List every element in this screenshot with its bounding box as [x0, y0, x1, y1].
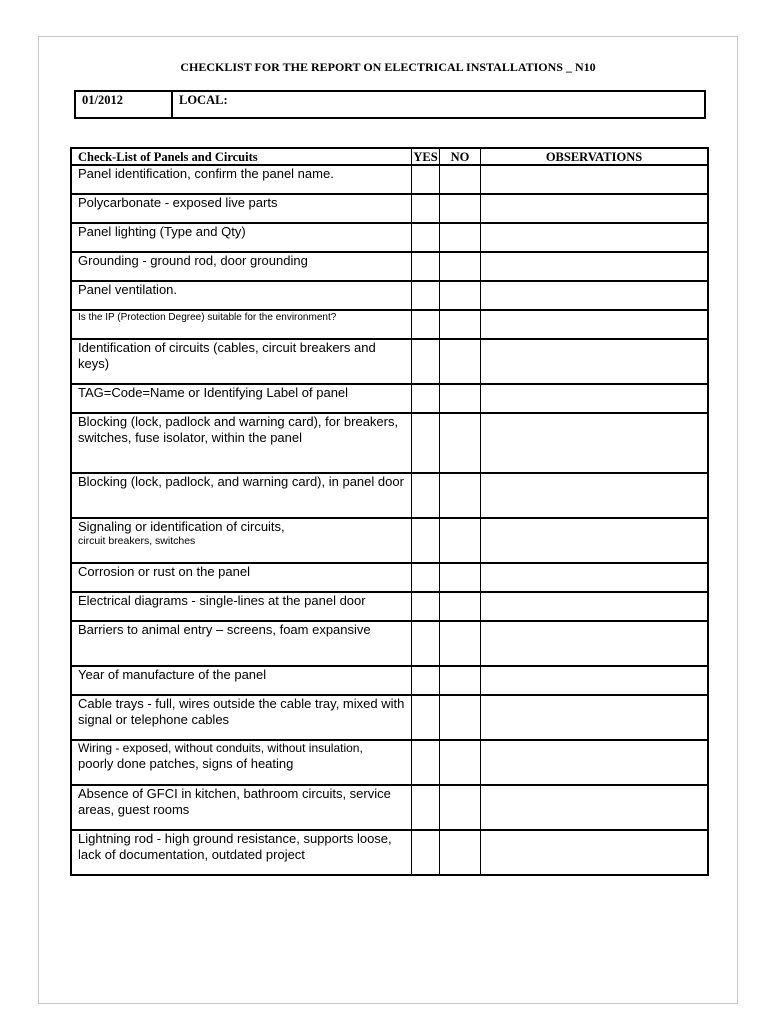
no-checkbox-cell[interactable] — [440, 785, 481, 830]
observations-cell[interactable] — [481, 830, 709, 875]
header-no: NO — [440, 148, 481, 165]
checklist-item — [71, 413, 412, 473]
checklist-item — [71, 695, 412, 740]
checklist-item-text-line2: poorly done patches, signs of heating — [78, 756, 294, 771]
yes-checkbox-cell[interactable] — [412, 384, 440, 413]
table-row — [71, 413, 708, 473]
yes-checkbox-cell[interactable] — [412, 830, 440, 875]
table-row — [71, 740, 708, 785]
table-row — [71, 194, 708, 223]
checklist-item-text: Corrosion or rust on the panel — [78, 564, 250, 579]
no-checkbox-cell[interactable] — [440, 518, 481, 563]
checklist-item-text: Blocking (lock, padlock and warning card), for breakers, switches, fuse isolator, within the panel — [78, 414, 399, 445]
table-row — [71, 518, 708, 563]
yes-checkbox-cell[interactable] — [412, 310, 440, 339]
yes-checkbox-cell[interactable] — [412, 281, 440, 310]
no-checkbox-cell[interactable] — [440, 830, 481, 875]
no-checkbox-cell[interactable] — [440, 194, 481, 223]
no-checkbox-cell[interactable] — [440, 310, 481, 339]
checklist-item — [71, 518, 412, 563]
checklist-item — [71, 339, 412, 384]
header-box — [74, 90, 706, 119]
observations-cell[interactable] — [481, 310, 709, 339]
checklist-table — [70, 147, 709, 876]
yes-checkbox-cell[interactable] — [412, 165, 440, 194]
checklist-item-text: Blocking (lock, padlock, and warning card), in panel door — [78, 474, 404, 489]
observations-cell[interactable] — [481, 666, 709, 695]
local-field: LOCAL: — [179, 93, 228, 107]
no-checkbox-cell[interactable] — [440, 223, 481, 252]
date-field: 01/2012 — [76, 92, 173, 117]
no-checkbox-cell[interactable] — [440, 695, 481, 740]
no-checkbox-cell[interactable] — [440, 165, 481, 194]
yes-checkbox-cell[interactable] — [412, 740, 440, 785]
checklist-item-text: Wiring - exposed, without conduits, without insulation, — [78, 741, 363, 755]
yes-checkbox-cell[interactable] — [412, 666, 440, 695]
checklist-item — [71, 310, 412, 339]
checklist-item — [71, 830, 412, 875]
yes-checkbox-cell[interactable] — [412, 473, 440, 518]
observations-cell[interactable] — [481, 223, 709, 252]
no-checkbox-cell[interactable] — [440, 413, 481, 473]
observations-cell[interactable] — [481, 563, 709, 592]
checklist-item — [71, 473, 412, 518]
no-checkbox-cell[interactable] — [440, 252, 481, 281]
checklist-item — [71, 165, 412, 194]
checklist-item-text: Year of manufacture of the panel — [78, 667, 267, 682]
document-page — [38, 36, 738, 1004]
checklist-item — [71, 592, 412, 621]
table-row — [71, 785, 708, 830]
table-row — [71, 695, 708, 740]
table-row — [71, 281, 708, 310]
observations-cell[interactable] — [481, 695, 709, 740]
checklist-item — [71, 384, 412, 413]
checklist-item — [71, 740, 412, 785]
no-checkbox-cell[interactable] — [440, 281, 481, 310]
observations-cell[interactable] — [481, 384, 709, 413]
checklist-item — [71, 281, 412, 310]
header-yes: YES — [413, 149, 438, 164]
table-header-row — [71, 148, 708, 165]
checklist-item-text: TAG=Code=Name or Identifying Label of panel — [78, 385, 349, 400]
observations-cell[interactable] — [481, 621, 709, 666]
checklist-item-text: Barriers to animal entry – screens, foam expansive — [78, 622, 371, 637]
observations-cell[interactable] — [481, 740, 709, 785]
document-title: CHECKLIST FOR THE REPORT ON ELECTRICAL INSTALLATIONS _ N10 — [180, 60, 596, 74]
observations-cell[interactable] — [481, 592, 709, 621]
table-row — [71, 223, 708, 252]
table-row — [71, 830, 708, 875]
yes-checkbox-cell[interactable] — [412, 785, 440, 830]
checklist-item-text: Signaling or identification of circuits, — [78, 519, 285, 534]
checklist-item-subtext: circuit breakers, switches — [78, 534, 196, 547]
checklist-item-text: Electrical diagrams - single-lines at the panel door — [78, 593, 366, 608]
no-checkbox-cell[interactable] — [440, 592, 481, 621]
checklist-item-text: Polycarbonate - exposed live parts — [78, 195, 278, 210]
no-checkbox-cell[interactable] — [440, 384, 481, 413]
yes-checkbox-cell[interactable] — [412, 621, 440, 666]
table-row — [71, 666, 708, 695]
checklist-item — [71, 563, 412, 592]
checklist-item-text: Panel lighting (Type and Qty) — [78, 224, 246, 239]
checklist-body — [71, 165, 708, 875]
table-row — [71, 563, 708, 592]
table-row — [71, 384, 708, 413]
yes-checkbox-cell[interactable] — [412, 592, 440, 621]
observations-cell[interactable] — [481, 165, 709, 194]
header-observations: OBSERVATIONS — [481, 148, 709, 165]
no-checkbox-cell[interactable] — [440, 666, 481, 695]
checklist-item — [71, 223, 412, 252]
checklist-item-text: Cable trays - full, wires outside the cable tray, mixed with signal or telephone cables — [78, 696, 405, 727]
yes-checkbox-cell[interactable] — [412, 223, 440, 252]
observations-cell[interactable] — [481, 413, 709, 473]
no-checkbox-cell[interactable] — [440, 473, 481, 518]
table-row — [71, 339, 708, 384]
checklist-item — [71, 621, 412, 666]
table-row — [71, 592, 708, 621]
checklist-item-text: Absence of GFCI in kitchen, bathroom circuits, service areas, guest rooms — [78, 786, 391, 817]
observations-cell[interactable] — [481, 252, 709, 281]
checklist-item — [71, 785, 412, 830]
table-row — [71, 165, 708, 194]
observations-cell[interactable] — [481, 473, 709, 518]
checklist-item-text: Lightning rod - high ground resistance, supports loose, lack of documentation, outdated project — [78, 831, 392, 862]
no-checkbox-cell[interactable] — [440, 563, 481, 592]
table-row — [71, 621, 708, 666]
header-item: Check-List of Panels and Circuits — [71, 148, 412, 165]
observations-cell[interactable] — [481, 281, 709, 310]
checklist-item-text: Identification of circuits (cables, circuit breakers and keys) — [78, 340, 376, 371]
observations-cell[interactable] — [481, 785, 709, 830]
observations-cell[interactable] — [481, 339, 709, 384]
yes-checkbox-cell[interactable] — [412, 518, 440, 563]
checklist-item-text: Panel ventilation. — [78, 282, 178, 297]
no-checkbox-cell[interactable] — [440, 740, 481, 785]
no-checkbox-cell[interactable] — [440, 339, 481, 384]
checklist-item-text: Grounding - ground rod, door grounding — [78, 253, 308, 268]
yes-checkbox-cell[interactable] — [412, 252, 440, 281]
table-row — [71, 310, 708, 339]
checklist-item — [71, 252, 412, 281]
yes-checkbox-cell[interactable] — [412, 413, 440, 473]
checklist-item — [71, 666, 412, 695]
yes-checkbox-cell[interactable] — [412, 695, 440, 740]
checklist-item-text: Panel identification, confirm the panel name. — [78, 166, 334, 181]
checklist-item — [71, 194, 412, 223]
yes-checkbox-cell[interactable] — [412, 563, 440, 592]
table-row — [71, 252, 708, 281]
yes-checkbox-cell[interactable] — [412, 339, 440, 384]
checklist-item-text: Is the IP (Protection Degree) suitable for the environment? — [78, 312, 337, 323]
observations-cell[interactable] — [481, 194, 709, 223]
observations-cell[interactable] — [481, 518, 709, 563]
yes-checkbox-cell[interactable] — [412, 194, 440, 223]
no-checkbox-cell[interactable] — [440, 621, 481, 666]
table-row — [71, 473, 708, 518]
